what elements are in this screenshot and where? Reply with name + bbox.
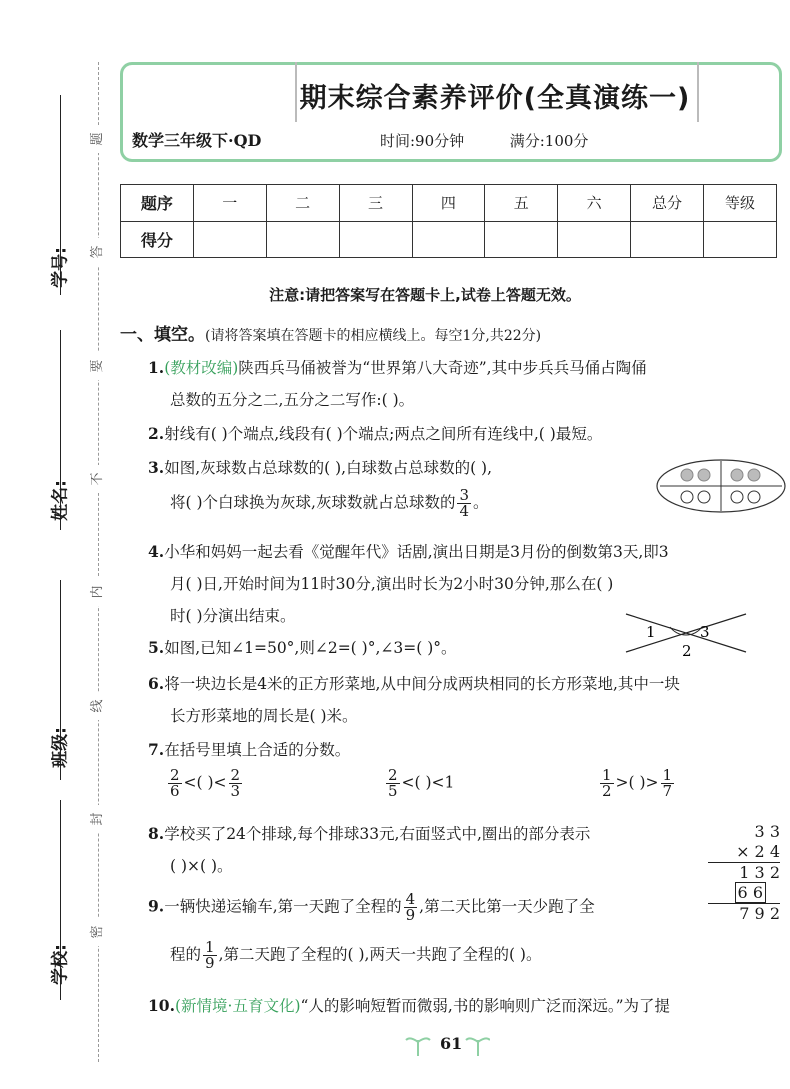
section-heading [120,320,541,345]
fraction-denominator: 2 [602,782,612,800]
table-cell: 五 [485,185,558,222]
vertical-calculation [708,822,780,924]
question-text: 将( )个白球换为灰球,灰球数就占总球数的 [170,493,456,512]
notice: 注意:请把答案写在答题卡上,试卷上答题无效。 [269,286,581,304]
compare-blank: <( )<1 [401,773,455,792]
angle-label-1: 1 [646,623,656,641]
score-table [120,184,777,258]
white-ball [698,491,710,503]
angle-label-2: 2 [682,642,692,660]
question-5 [148,636,457,658]
calc-row: 3 3 [754,822,780,841]
fraction [600,768,614,799]
question-text: 如图,灰球数占总球数的( ),白球数占总球数的( ), [164,459,493,477]
question-number: 5. [148,638,165,657]
question-1 [148,356,647,378]
seal-char: 要 [84,352,112,380]
table-cell: 等级 [704,185,777,222]
question-4-line-2: 月( )日,开始时间为11时30分,演出时长为2小时30分钟,那么在( ) [170,575,614,593]
question-text: 如图,已知∠1=50°,则∠2=( )°,∠3=( )°。 [164,639,457,657]
fraction [661,768,675,799]
question-number: 2. [148,424,165,443]
subject-label: 数学三年级下·QD [132,131,262,150]
question-7 [148,738,350,760]
fraction-denominator: 5 [388,782,398,800]
angle-diagram [618,606,758,660]
score-cell[interactable] [485,221,558,258]
white-ball [681,491,693,503]
question-9-line-2 [170,940,541,971]
fraction-numerator: 1 [602,766,612,784]
question-text: 陕西兵马俑被誉为“世界第八大奇迹”,其中步兵兵马俑占陶俑 [238,359,647,377]
question-text: 学校买了24个排球,每个排球33元,右面竖式中,圈出的部分表示 [164,825,591,843]
q7-compare-1 [166,768,244,799]
seal-char: 不 [84,465,112,493]
question-text: 。 [473,493,489,512]
question-text: ,第二天跑了全程的( ),两天一共跑了全程的( )。 [218,945,542,964]
school-label: 学校: [50,944,71,985]
question-6-line-2: 长方形菜地的周长是( )米。 [170,707,358,725]
gray-ball [681,469,693,481]
question-number: 1. [148,358,165,377]
time-limit: 时间:90分钟 [380,132,465,150]
question-text: 将一块边长是4米的正方形菜地,从中间分成两块相同的长方形菜地,其中一块 [164,675,680,693]
fraction-denominator: 9 [205,954,215,972]
full-score: 满分:100分 [509,132,589,150]
exam-info [380,130,588,151]
question-8 [148,822,590,844]
gray-ball [731,469,743,481]
student-id-label: 学号: [50,247,71,288]
question-number: 8. [148,824,165,843]
compare-blank: >( )> [615,773,659,792]
class-label: 班级: [50,727,71,768]
score-cell[interactable] [412,221,485,258]
table-cell: 四 [412,185,485,222]
fraction-numerator: 1 [662,766,673,784]
question-2 [148,422,602,444]
fraction [457,488,471,519]
angle-label-3: 3 [700,623,710,641]
table-cell: 六 [558,185,631,222]
question-text: 一辆快递运输车,第一天跑了全程的 [164,897,402,916]
question-9 [148,892,595,923]
table-cell: 二 [266,185,339,222]
seal-char: 线 [84,692,112,720]
question-4-line-3: 时( )分演出结束。 [170,607,296,625]
fraction-numerator: 4 [405,890,416,908]
calc-row: 7 9 2 [739,904,780,923]
question-text: 在括号里填上合适的分数。 [164,741,351,759]
seal-char: 密 [84,918,112,946]
fraction-denominator: 9 [405,906,416,924]
question-3-line-2 [170,488,489,519]
question-number: 7. [148,740,165,759]
seal-char: 封 [84,805,112,833]
q7-compare-2 [384,768,454,799]
white-ball [731,491,743,503]
question-tag: (新情境·五育文化) [174,997,301,1015]
question-text: ,第二天比第一天少跑了全 [419,897,595,916]
seal-line [98,62,99,1062]
q7-compare-3 [598,768,676,799]
calc-row: 1 3 2 [739,863,780,882]
fraction-numerator: 2 [230,766,241,784]
gray-ball [698,469,710,481]
question-text: 小华和妈妈一起去看《觉醒年代》话剧,演出日期是3月份的倒数第3天,即3 [164,543,669,561]
question-3 [148,456,492,478]
table-cell: 得分 [121,221,194,258]
question-number: 9. [148,896,165,916]
score-cell[interactable] [704,221,777,258]
question-8-line-2: ( )×( )。 [170,857,233,875]
table-cell: 总分 [631,185,704,222]
question-number: 6. [148,674,165,693]
fraction-numerator: 2 [388,766,398,784]
fraction-denominator: 4 [459,502,469,520]
score-cell[interactable] [631,221,704,258]
seal-char: 答 [84,238,112,266]
circled-part: 6 6 [735,882,766,903]
question-6 [148,672,680,694]
fraction-denominator: 6 [170,782,180,800]
question-1-line-2: 总数的五分之二,五分之二写作:( )。 [170,391,415,409]
table-cell: 一 [193,185,266,222]
fraction [404,892,418,923]
fraction [386,768,400,799]
compare-blank: <( )< [183,773,227,792]
fraction [168,768,182,799]
question-4 [148,540,669,562]
fraction-numerator: 1 [205,938,215,956]
section-note: (请将答案填在答题卡的相应横线上。每空1分,共22分) [205,328,542,344]
page-title: 期末综合素养评价(全真演练一) [299,83,691,114]
fraction-numerator: 2 [170,766,180,784]
fraction-denominator: 3 [230,782,241,800]
name-label: 姓名: [50,480,71,521]
table-cell: 三 [339,185,412,222]
fraction-denominator: 7 [662,782,673,800]
score-cell[interactable] [193,221,266,258]
question-text: 程的 [170,945,202,964]
question-number: 3. [148,458,165,477]
score-cell[interactable] [266,221,339,258]
table-cell: 题序 [121,185,194,222]
fraction-numerator: 3 [459,486,469,504]
fraction [203,940,217,971]
question-number: 10. [148,996,175,1015]
white-ball [748,491,760,503]
fraction [229,768,243,799]
calc-row: × 2 4 [708,842,780,863]
question-10 [148,994,670,1016]
section-title: 一、填空。 [120,325,205,345]
question-text: 射线有( )个端点,线段有( )个端点;两点之间所有连线中,( )最短。 [164,425,603,443]
question-text: “人的影响短暂而微弱,书的影响则广泛而深远。”为了提 [300,997,671,1015]
ball-diagram [655,458,787,514]
question-tag: (教材改编) [164,359,239,377]
seal-char: 内 [84,578,112,606]
score-cell[interactable] [558,221,631,258]
page-number: 61 [440,1034,463,1053]
gray-ball [748,469,760,481]
score-cell[interactable] [339,221,412,258]
question-number: 4. [148,542,165,561]
seal-char: 题 [84,125,112,153]
